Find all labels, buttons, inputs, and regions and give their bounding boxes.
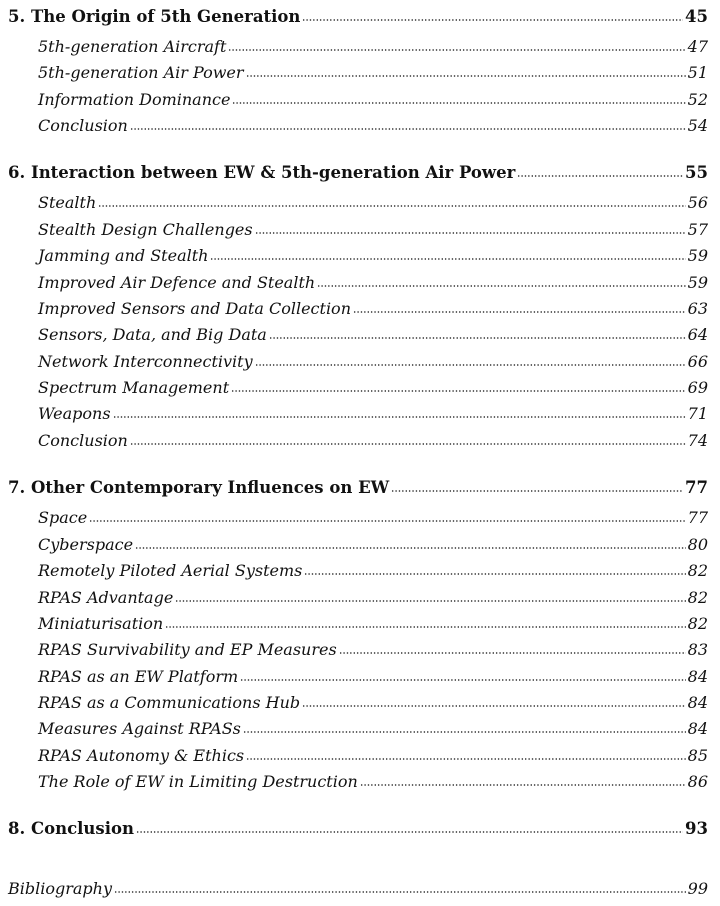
toc-page-number: 52 xyxy=(687,90,708,109)
toc-page-number: 59 xyxy=(687,273,708,292)
toc-page-number: 45 xyxy=(685,7,708,26)
dot-leader xyxy=(246,74,686,78)
toc-chapter-8[interactable] xyxy=(8,816,708,838)
toc-page-number: 82 xyxy=(687,588,708,607)
toc-label: RPAS Autonomy & Ethics xyxy=(38,746,245,765)
toc-section[interactable] xyxy=(38,611,708,633)
toc-page-number: 84 xyxy=(687,719,708,738)
toc-section[interactable] xyxy=(38,716,708,738)
dot-leader xyxy=(113,415,686,419)
toc-label: 7. Other Contemporary Influences on EW xyxy=(8,478,390,497)
dot-leader xyxy=(175,599,685,603)
toc-section[interactable] xyxy=(38,113,708,135)
toc-label: Miniaturisation xyxy=(38,614,164,633)
toc-label: Measures Against RPASs xyxy=(38,719,241,738)
toc-page-number: 82 xyxy=(687,561,708,580)
dot-leader xyxy=(210,257,685,261)
dot-leader xyxy=(246,757,686,761)
dot-leader xyxy=(130,442,686,446)
toc-page-number: 77 xyxy=(687,508,708,527)
toc-page-number: 69 xyxy=(687,378,708,397)
toc-page-number: 82 xyxy=(687,614,708,633)
toc-section[interactable] xyxy=(38,532,708,554)
dot-leader xyxy=(317,284,685,288)
toc-bibliography[interactable] xyxy=(8,876,708,898)
dot-leader xyxy=(517,174,683,178)
dot-leader xyxy=(243,730,686,734)
toc-page-number: 80 xyxy=(687,535,708,554)
toc-page-number: 71 xyxy=(687,404,708,423)
toc-page-number: 55 xyxy=(685,163,708,182)
toc-section[interactable] xyxy=(38,401,708,423)
toc-section[interactable] xyxy=(38,87,708,109)
dot-leader xyxy=(231,389,686,393)
toc-section[interactable] xyxy=(38,585,708,607)
dot-leader xyxy=(302,704,686,708)
dot-leader xyxy=(135,546,686,550)
toc-label: Conclusion xyxy=(38,431,128,450)
toc-section[interactable] xyxy=(38,270,708,292)
toc-label: 8. Conclusion xyxy=(8,819,134,838)
toc-page-number: 86 xyxy=(687,772,708,791)
toc-page-number: 47 xyxy=(687,37,708,56)
toc-section[interactable] xyxy=(38,664,708,686)
toc-label: Cyberspace xyxy=(38,535,134,554)
toc-section[interactable] xyxy=(38,743,708,765)
toc-label: 6. Interaction between EW & 5th-generation Air Power xyxy=(8,163,516,182)
toc-page-number: 93 xyxy=(685,819,708,838)
toc-label: Remotely Piloted Aerial Systems xyxy=(38,561,303,580)
dot-leader xyxy=(240,678,685,682)
dot-leader xyxy=(339,651,686,655)
toc-label: Improved Air Defence and Stealth xyxy=(38,273,316,292)
dot-leader xyxy=(89,519,685,523)
toc-page-number: 83 xyxy=(687,640,708,659)
toc-section[interactable] xyxy=(38,322,708,344)
dot-leader xyxy=(98,204,685,208)
toc-label: Space xyxy=(38,508,88,527)
dot-leader xyxy=(391,489,683,493)
toc-section[interactable] xyxy=(38,637,708,659)
toc-label: 5th-generation Aircraft xyxy=(38,37,227,56)
toc-section[interactable] xyxy=(38,558,708,580)
toc-page-number: 63 xyxy=(687,299,708,318)
toc-label: The Role of EW in Limiting Destruction xyxy=(38,772,358,791)
dot-leader xyxy=(360,783,686,787)
toc-label: Information Dominance xyxy=(38,90,231,109)
toc-page-number: 66 xyxy=(687,352,708,371)
toc-label: Spectrum Management xyxy=(38,378,230,397)
toc-chapter-5[interactable] xyxy=(8,4,708,26)
toc-page-number: 85 xyxy=(687,746,708,765)
toc-label: RPAS Survivability and EP Measures xyxy=(38,640,337,659)
toc-section[interactable] xyxy=(38,60,708,82)
toc-label: RPAS as an EW Platform xyxy=(38,667,239,686)
toc-page-number: 77 xyxy=(685,478,708,497)
dot-leader xyxy=(302,18,683,22)
toc-page-number: 51 xyxy=(687,63,708,82)
dot-leader xyxy=(165,625,685,629)
toc-section[interactable] xyxy=(38,349,708,371)
dot-leader xyxy=(304,572,685,576)
toc-section[interactable] xyxy=(38,375,708,397)
toc-label: RPAS as a Communications Hub xyxy=(38,693,301,712)
toc-section[interactable] xyxy=(38,428,708,450)
dot-leader xyxy=(255,363,686,367)
dot-leader xyxy=(228,48,685,52)
toc-page-number: 54 xyxy=(687,116,708,135)
toc-section[interactable] xyxy=(38,190,708,212)
toc-section[interactable] xyxy=(38,243,708,265)
toc-page-number: 84 xyxy=(687,693,708,712)
toc-label: Network Interconnectivity xyxy=(38,352,253,371)
dot-leader xyxy=(232,101,685,105)
toc-page-number: 56 xyxy=(687,193,708,212)
toc-section[interactable] xyxy=(38,296,708,318)
toc-page-number: 64 xyxy=(687,325,708,344)
dot-leader xyxy=(114,890,686,894)
toc-label: Stealth Design Challenges xyxy=(38,220,253,239)
toc-chapter-6[interactable] xyxy=(8,160,708,182)
toc-label: Conclusion xyxy=(38,116,128,135)
dot-leader xyxy=(136,830,683,834)
toc-label: Jamming and Stealth xyxy=(38,246,209,265)
dot-leader xyxy=(353,310,686,314)
toc-label: Sensors, Data, and Big Data xyxy=(38,325,267,344)
toc-section[interactable] xyxy=(38,690,708,712)
dot-leader xyxy=(269,336,686,340)
toc-section[interactable] xyxy=(38,505,708,527)
dot-leader xyxy=(255,231,686,235)
toc-page-number: 59 xyxy=(687,246,708,265)
toc-page-number: 99 xyxy=(687,879,708,898)
toc-label: Weapons xyxy=(38,404,111,423)
toc-section[interactable] xyxy=(38,34,708,56)
toc-page-number: 57 xyxy=(687,220,708,239)
dot-leader xyxy=(130,127,686,131)
toc-section[interactable] xyxy=(38,769,708,791)
toc-section[interactable] xyxy=(38,217,708,239)
toc-label: Stealth xyxy=(38,193,97,212)
toc-label: 5. The Origin of 5th Generation xyxy=(8,7,301,26)
toc-page-number: 84 xyxy=(687,667,708,686)
toc-label: Bibliography xyxy=(8,879,112,898)
toc-chapter-7[interactable] xyxy=(8,475,708,497)
toc-page-number: 74 xyxy=(687,431,708,450)
toc-label: RPAS Advantage xyxy=(38,588,174,607)
toc-label: 5th-generation Air Power xyxy=(38,63,244,82)
toc-label: Improved Sensors and Data Collection xyxy=(38,299,351,318)
